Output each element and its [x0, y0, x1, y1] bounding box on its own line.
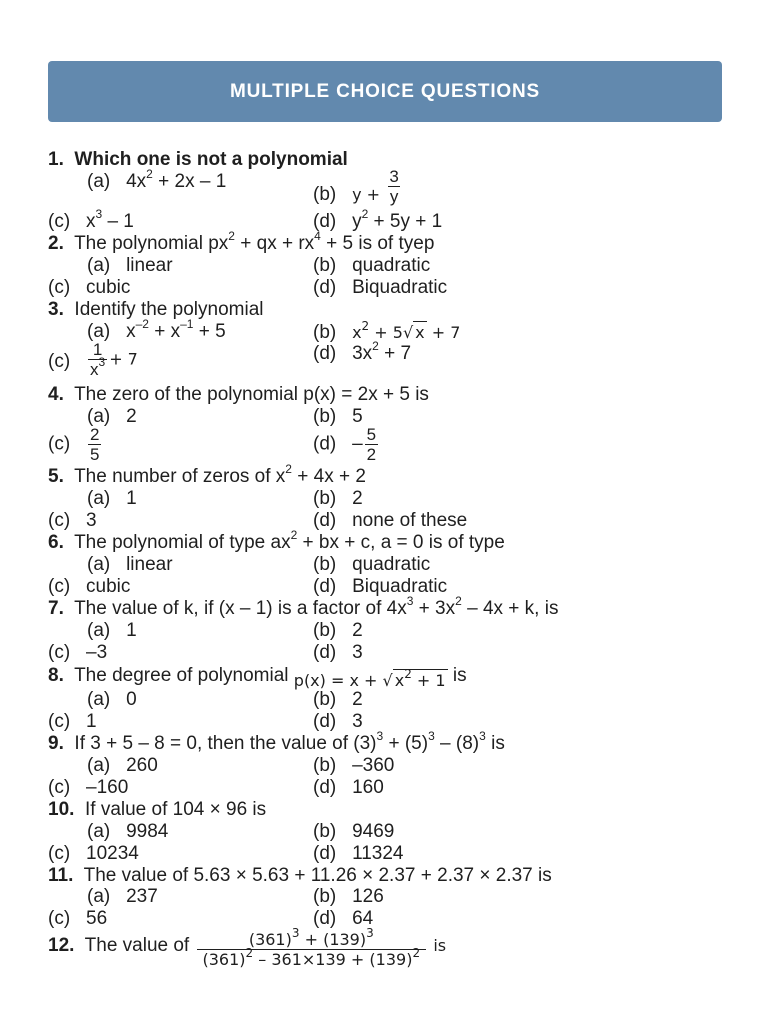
fraction: $\frac{(361)^3 + (139)^3}{(361)^2 - 361\times 139 + (139)^2}$ [197, 930, 427, 969]
q3-option-a[interactable]: (a) $x^{-2} + x^{-1} + 5$ [87, 316, 226, 342]
question-12: 12. The value of $\frac{(361)^3 + (139)^3}{(361)^2 - 361\times 139 + (139)^2}$ $^{is}$ [48, 925, 447, 969]
q4-option-c[interactable]: (c) $\frac{2}{5}$ [48, 425, 100, 464]
q4-option-a[interactable]: (a) 2 [87, 406, 137, 427]
question-3: 3. Identify the polynomial [48, 299, 264, 320]
q10-option-a[interactable]: (a) 9984 [87, 821, 169, 842]
q10-option-c[interactable]: (c) 10234 [48, 843, 139, 864]
q6-option-b[interactable]: (b) quadratic [313, 554, 431, 575]
fraction: $\frac{1}{x^3}$ [90, 340, 106, 379]
question-number: 6. [48, 532, 64, 553]
q2-option-b[interactable]: (b) quadratic [313, 255, 431, 276]
q3-option-d[interactable]: (d) $3x^2 + 7$ [313, 338, 412, 364]
q7-option-c[interactable]: (c) –3 [48, 642, 108, 663]
question-6: 6. The polynomial of type $ax^2$ + bx + c, a = 0 is of type [48, 527, 505, 553]
q9-option-d[interactable]: (d) 160 [313, 777, 384, 798]
q3-option-c[interactable]: (c) $\frac{1}{x^3}$ + 7 [48, 340, 138, 379]
q2-option-a[interactable]: (a) linear [87, 255, 173, 276]
q11-option-b[interactable]: (b) 126 [313, 886, 384, 907]
q1-option-d[interactable]: (d) $y^2 + 5y + 1$ [313, 206, 443, 232]
q11-option-a[interactable]: (a) 237 [87, 886, 158, 907]
question-number: 10. [48, 799, 75, 820]
question-7: 7. The value of k, if (x – 1) is a factor of $4x^3 + 3x^2 - 4x + k$, is [48, 593, 559, 619]
question-number: 7. [48, 598, 64, 619]
fraction: $\frac{2}{5}$ [90, 425, 100, 464]
question-number: 5. [48, 466, 64, 487]
question-number: 2. [48, 233, 64, 254]
q5-option-a[interactable]: (a) 1 [87, 488, 137, 509]
question-number: 9. [48, 733, 64, 754]
question-5: 5. The number of zeros of $x^2 + 4x + 2$ [48, 461, 366, 487]
q8-option-d[interactable]: (d) 3 [313, 711, 363, 732]
q8-option-b[interactable]: (b) 2 [313, 689, 363, 710]
q1-option-b[interactable]: (b) $_{y +}$ $\frac{3}{y}$ [313, 167, 399, 206]
fraction: $\frac{5}{2}$ [366, 425, 377, 464]
q6-option-c[interactable]: (c) cubic [48, 576, 131, 597]
q7-option-a[interactable]: (a) 1 [87, 620, 137, 641]
question-9: 9. If 3 + 5 – 8 = 0, then the value of $(3)^3 + (5)^3 - (8)^3$ is [48, 728, 505, 754]
q6-option-a[interactable]: (a) linear [87, 554, 173, 575]
question-number: 12. [48, 934, 75, 956]
q6-option-d[interactable]: (d) Biquadratic [313, 576, 448, 597]
q8-option-a[interactable]: (a) 0 [87, 689, 137, 710]
question-10: 10. If value of 104 × 96 is [48, 799, 267, 820]
q11-option-d[interactable]: (d) 64 [313, 908, 374, 929]
question-text: Which one is not a polynomial [74, 149, 348, 170]
q3-option-b[interactable]: (b) $x^2 + 5√$ x + 7 [313, 318, 461, 343]
section-header [48, 61, 722, 122]
q4-option-b[interactable]: (b) 5 [313, 406, 363, 427]
section-title: MULTIPLE CHOICE QUESTIONS [230, 80, 540, 102]
q10-option-b[interactable]: (b) 9469 [313, 821, 395, 842]
question-number: 3. [48, 299, 64, 320]
q1-option-c[interactable]: (c) $x^3 - 1$ [48, 206, 134, 232]
q10-option-d[interactable]: (d) 11324 [313, 843, 404, 864]
q9-option-b[interactable]: (b) –360 [313, 755, 395, 776]
q4-option-d[interactable]: (d) – $\frac{5}{2}$ [313, 425, 377, 464]
q7-option-d[interactable]: (d) 3 [313, 642, 363, 663]
question-1 [48, 149, 348, 171]
q9-option-c[interactable]: (c) –160 [48, 777, 129, 798]
q5-option-d[interactable]: (d) none of these [313, 510, 468, 531]
q5-option-c[interactable]: (c) 3 [48, 510, 97, 531]
q7-option-b[interactable]: (b) 2 [313, 620, 363, 641]
question-number: 8. [48, 665, 64, 686]
q2-option-c[interactable]: (c) cubic [48, 277, 131, 298]
question-4: 4. The zero of the polynomial p(x) = 2x + 5 is [48, 384, 429, 405]
question-number: 1. [48, 149, 64, 170]
q5-option-b[interactable]: (b) 2 [313, 488, 363, 509]
q2-option-d[interactable]: (d) Biquadratic [313, 277, 448, 298]
question-2: 2. The polynomial $px^2$ + qx + $rx^4 + 5$ is of tyep [48, 228, 435, 254]
question-number: 4. [48, 384, 64, 405]
fraction: $\frac{3}{y}$ [389, 167, 399, 206]
question-8: 8. The degree of polynomial $_{p(x) = x + √ x^2 + 1}$ is [48, 665, 467, 690]
q9-option-a[interactable]: (a) 260 [87, 755, 158, 776]
q8-option-c[interactable]: (c) 1 [48, 711, 97, 732]
q1-option-a[interactable]: (a) $4x^2 + 2x - 1$ [87, 166, 227, 192]
question-11: 11. The value of 5.63 × 5.63 + 11.26 × 2.37 + 2.37 × 2.37 is [48, 865, 552, 886]
q11-option-c[interactable]: (c) 56 [48, 908, 108, 929]
question-number: 11. [48, 865, 74, 886]
